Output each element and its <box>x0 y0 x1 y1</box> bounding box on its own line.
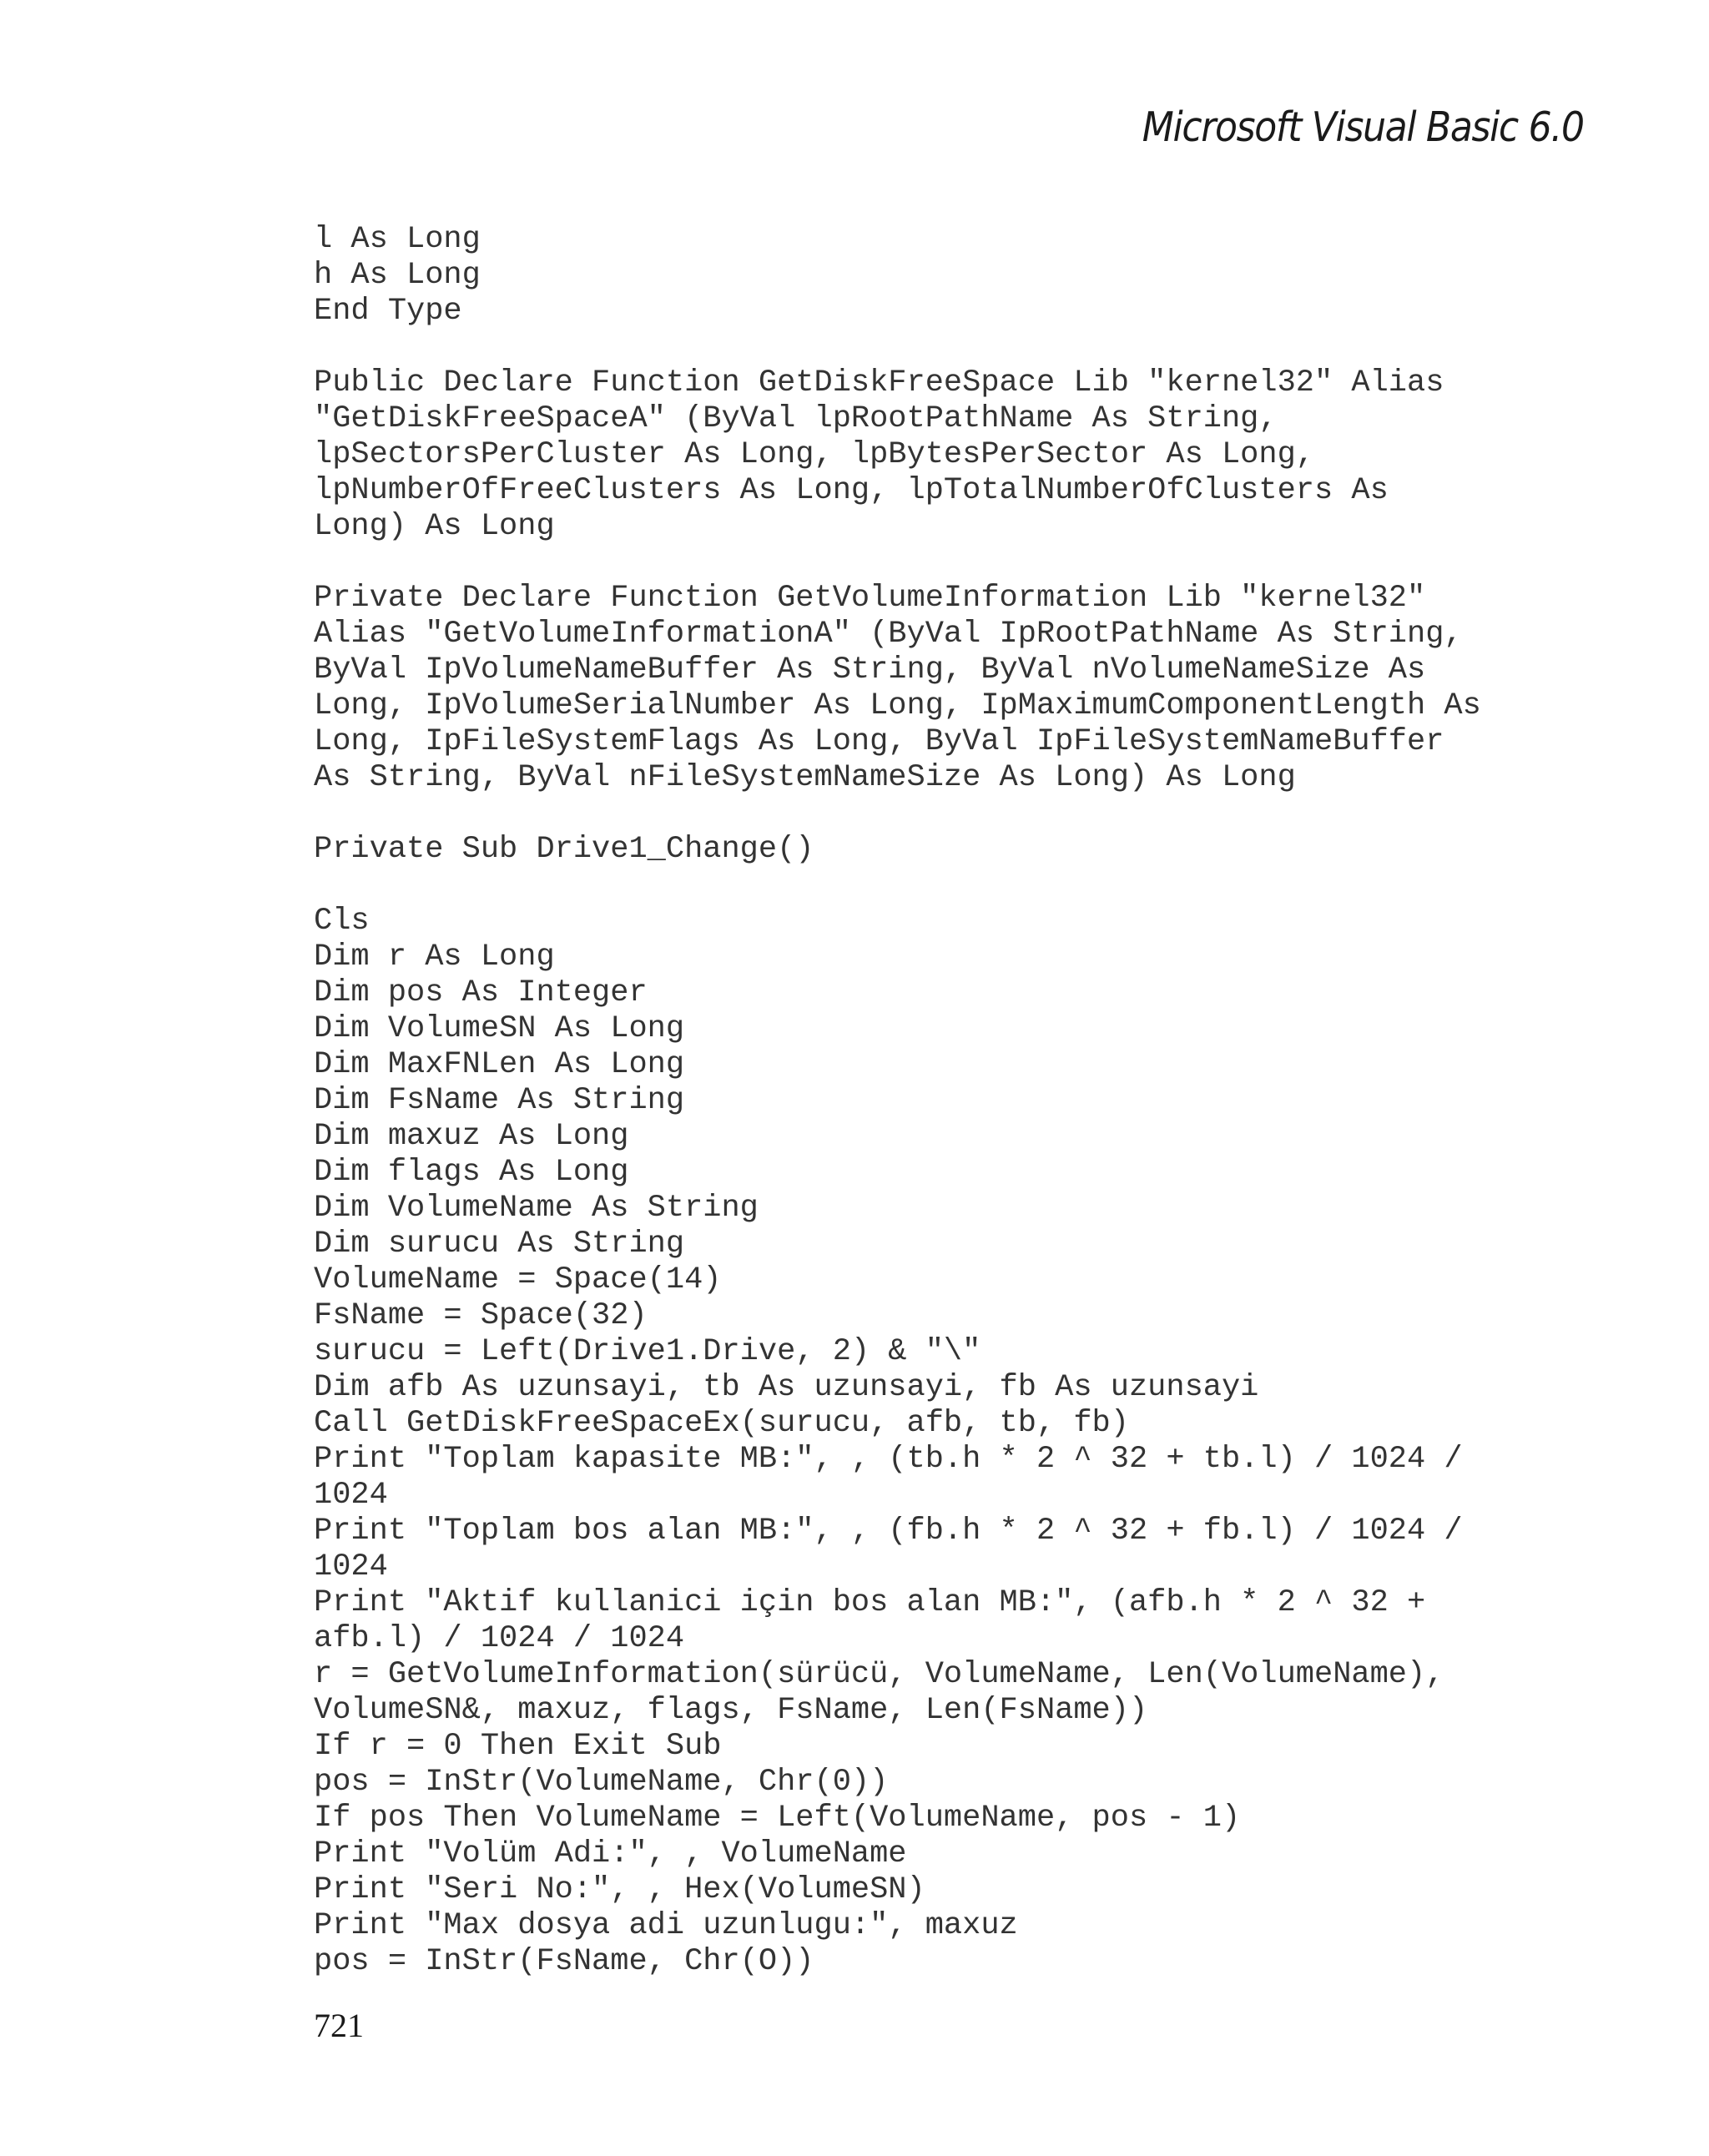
code-line: Dim VolumeName As String <box>314 1191 759 1226</box>
code-line: VolumeName = Space(14) <box>314 1262 722 1297</box>
code-line: Call GetDiskFreeSpaceEx(surucu, afb, tb, fb) <box>314 1406 1129 1441</box>
code-line: If r = 0 Then Exit Sub <box>314 1729 722 1764</box>
code-line: Public Declare Function GetDiskFreeSpace Lib "kernel32" Alias <box>314 365 1444 400</box>
code-line: Print "Volüm Adi:", , VolumeName <box>314 1836 907 1871</box>
code-line: Print "Toplam kapasite MB:", , (tb.h * 2 ^ 32 + tb.l) / 1024 / <box>314 1442 1463 1477</box>
code-line: Private Sub Drive1_Change() <box>314 832 814 867</box>
code-line: End Type <box>314 294 462 329</box>
code-line: r = GetVolumeInformation(sürücü, VolumeName, Len(VolumeName), <box>314 1657 1444 1692</box>
code-line: 1024 <box>314 1549 388 1584</box>
page-number: 721 <box>314 2007 364 2044</box>
code-line: Print "Aktif kullanici için bos alan MB:", (afb.h * 2 ^ 32 + <box>314 1585 1426 1620</box>
code-line: 1024 <box>314 1478 388 1513</box>
code-line: Dim pos As Integer <box>314 975 648 1010</box>
code-line <box>314 545 1616 581</box>
code-line: Print "Max dosya adi uzunlugu:", maxuz <box>314 1908 1018 1943</box>
code-line: Dim FsName As String <box>314 1083 685 1118</box>
code-line: Dim surucu As String <box>314 1227 685 1262</box>
code-line: Long, IpVolumeSerialNumber As Long, IpMaximumComponentLength As <box>314 688 1481 723</box>
code-line: As String, ByVal nFileSystemNameSize As Long) As Long <box>314 760 1296 795</box>
code-line: Long, IpFileSystemFlags As Long, ByVal IpFileSystemNameBuffer <box>314 724 1444 759</box>
code-line: VolumeSN&, maxuz, flags, FsName, Len(FsName)) <box>314 1693 1148 1728</box>
code-line: Dim afb As uzunsayi, tb As uzunsayi, fb As uzunsayi <box>314 1370 1259 1405</box>
code-line: "GetDiskFreeSpaceA" (ByVal lpRootPathName As String, <box>314 401 1278 436</box>
running-header: Microsoft Visual Basic 6.0 <box>1142 103 1584 151</box>
code-line: FsName = Space(32) <box>314 1298 648 1333</box>
code-line: Cls <box>314 904 370 939</box>
code-line: pos = InStr(FsName, Chr(O)) <box>314 1944 814 1979</box>
code-line: ByVal IpVolumeNameBuffer As String, ByVal nVolumeNameSize As <box>314 652 1426 688</box>
code-line: lpNumberOfFreeClusters As Long, lpTotalNumberOfClusters As <box>314 473 1389 508</box>
code-line: Private Declare Function GetVolumeInformation Lib "kernel32" <box>314 581 1426 616</box>
code-line <box>314 868 1616 904</box>
code-line: Dim flags As Long <box>314 1155 629 1190</box>
code-line: surucu = Left(Drive1.Drive, 2) & "\" <box>314 1334 981 1369</box>
code-listing <box>314 222 1616 1980</box>
code-line: Print "Seri No:", , Hex(VolumeSN) <box>314 1872 925 1907</box>
code-line: h As Long <box>314 258 481 293</box>
code-line: If pos Then VolumeName = Left(VolumeName, pos - 1) <box>314 1801 1241 1836</box>
code-line: lpSectorsPerCluster As Long, lpBytesPerSector As Long, <box>314 437 1314 472</box>
code-line <box>314 330 1616 365</box>
code-line: Alias "GetVolumeInformationA" (ByVal IpRootPathName As String, <box>314 617 1463 652</box>
code-line: Dim VolumeSN As Long <box>314 1011 685 1046</box>
code-line: Dim MaxFNLen As Long <box>314 1047 685 1082</box>
code-line: Dim r As Long <box>314 939 555 975</box>
code-line: l As Long <box>314 222 481 257</box>
code-line: afb.l) / 1024 / 1024 <box>314 1621 685 1656</box>
code-line: Long) As Long <box>314 509 555 544</box>
code-line: pos = InStr(VolumeName, Chr(0)) <box>314 1765 889 1800</box>
code-line <box>314 796 1616 832</box>
code-line: Dim maxuz As Long <box>314 1119 629 1154</box>
code-line: Print "Toplam bos alan MB:", , (fb.h * 2 ^ 32 + fb.l) / 1024 / <box>314 1514 1463 1549</box>
